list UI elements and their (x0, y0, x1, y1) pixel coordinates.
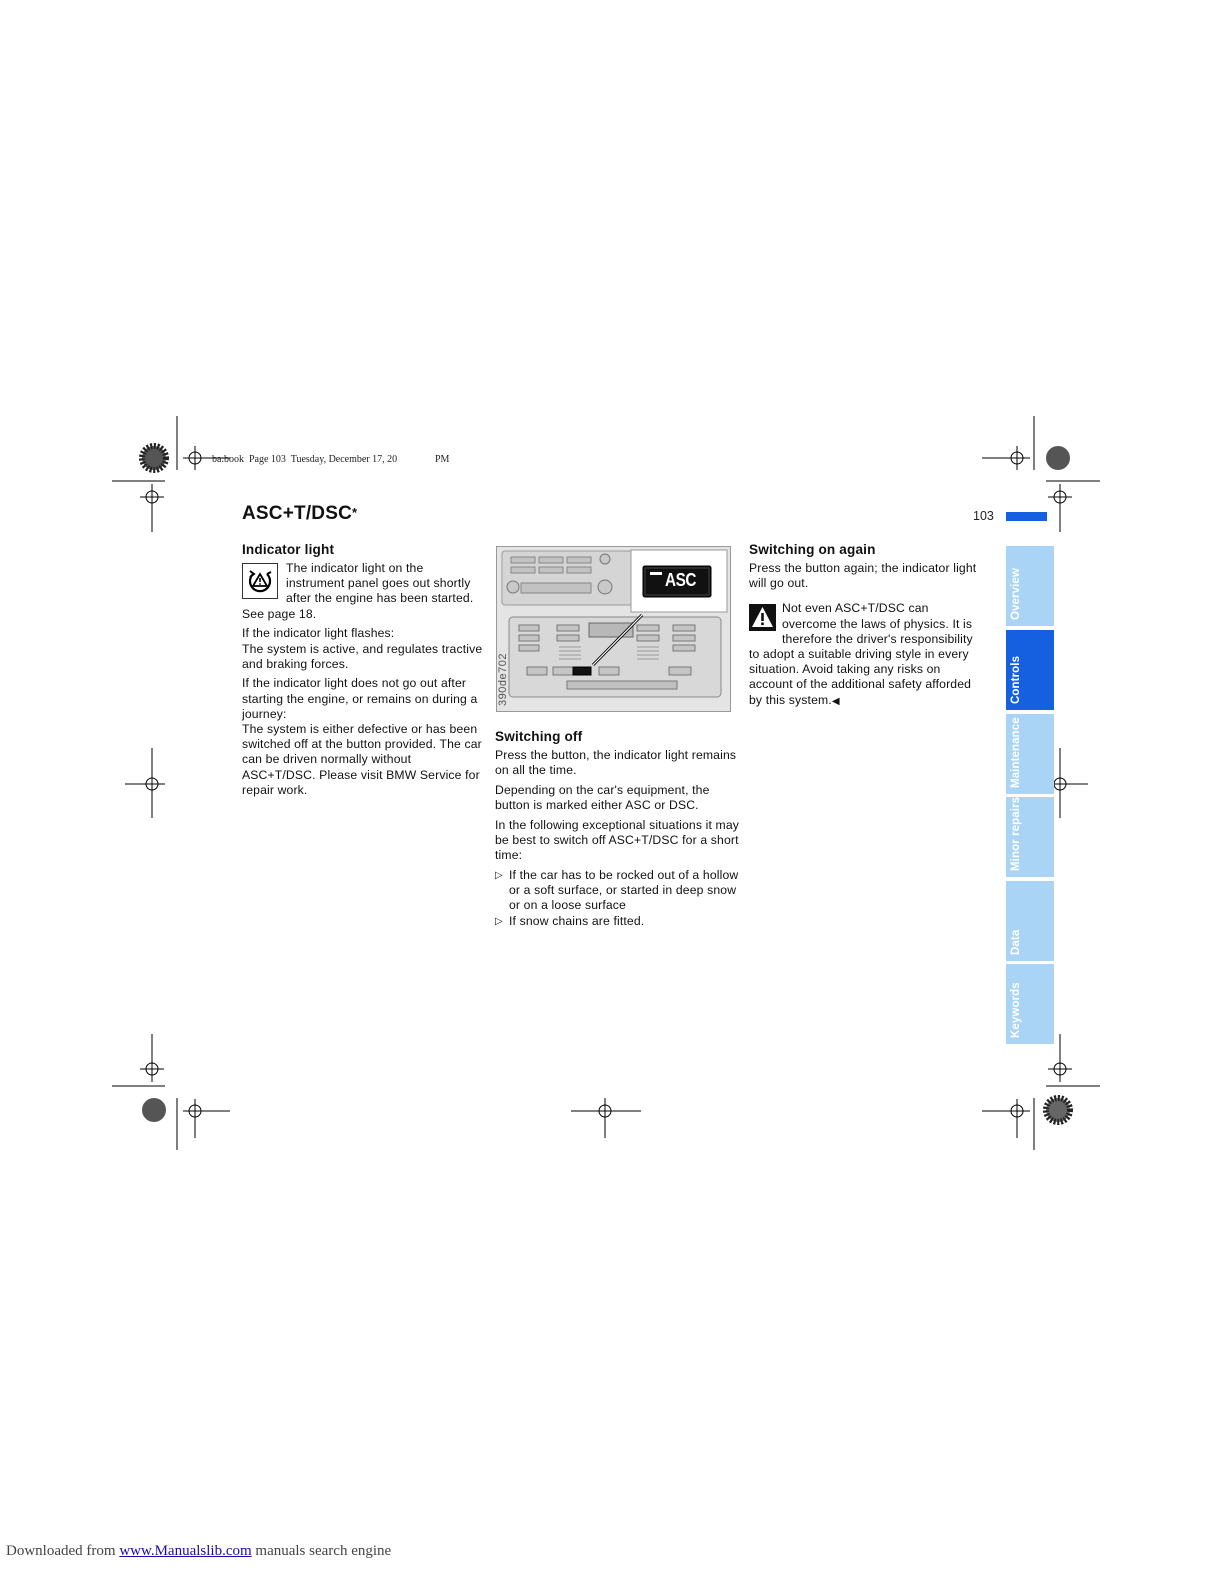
triangle-bullet-icon: ▷ (495, 869, 503, 881)
tab-keywords[interactable] (1006, 964, 1054, 1044)
indicator-light-flashes: If the indicator light flashes: The system is active, and regulates tractive and braking forces. (242, 626, 483, 671)
triangle-bullet-icon: ▷ (495, 915, 503, 927)
tab-label: Keywords (1010, 982, 1022, 1038)
safety-warning (749, 601, 984, 708)
page-number: 103 (973, 509, 994, 523)
list-item-text: If snow chains are fitted. (509, 913, 645, 928)
tab-maintenance[interactable] (1006, 714, 1054, 794)
safety-warning-text: Not even ASC+T/DSC can overcome the laws of physics. It is therefore the driver's responsibility to adopt a suitable driving style in every situation. Avoid taking any risks on account of the additional safety afforded by this system. (749, 601, 973, 707)
tab-label: Maintenance (1010, 717, 1022, 788)
download-footer (6, 1543, 391, 1560)
tab-overview[interactable] (1006, 546, 1054, 626)
situations-list (495, 868, 740, 929)
tab-label: Controls (1010, 655, 1022, 704)
switching-on-p1: Press the button again; the indicator light will go out. (749, 561, 977, 591)
title-text: ASC+T/DSC (242, 503, 353, 524)
header-time: PM (435, 454, 450, 465)
list-item (495, 914, 740, 929)
switching-off-section (495, 728, 740, 929)
footer-suffix: manuals search engine (255, 1543, 392, 1559)
switching-off-p3: In the following exceptional situations it may be best to switch off ASC+T/DSC for a short time: (495, 817, 740, 863)
header-file-info: ba.book Page 103 Tuesday, December 17, 20 (212, 454, 398, 465)
asc-indicator-icon (242, 563, 278, 599)
indicator-light-section (242, 541, 484, 803)
switching-on-heading: Switching on again (749, 542, 876, 557)
indicator-light-not-out: If the indicator light does not go out after starting the engine, or remains on during a journey: The system is either defective or has been switched off at the button provided. The car can be driven normally without ASC+T/DSC. Please visit BMW Service for repair work. (242, 676, 482, 797)
page-title (242, 503, 357, 525)
footer-prefix: Downloaded from (6, 1543, 116, 1559)
indicator-light-heading: Indicator light (242, 542, 335, 557)
tab-label: Minor repairs (1010, 797, 1022, 871)
warning-triangle-icon (749, 604, 776, 631)
figure-code: 390de702 (497, 653, 509, 706)
indicator-light-intro (242, 561, 484, 622)
manualslib-link[interactable]: www.Manualslib.com (119, 1543, 252, 1559)
switching-off-p2: Depending on the car's equipment, the button is marked either ASC or DSC. (495, 782, 710, 813)
asc-button-label: ASC (665, 570, 697, 590)
tab-controls[interactable] (1006, 630, 1054, 710)
page-number-bar (1006, 512, 1047, 521)
indicator-light-intro-text: The indicator light on the instrument panel goes out shortly after the engine has been started. See page 18. (242, 561, 474, 621)
switching-off-p1: Press the button, the indicator light remains on all the time. (495, 748, 737, 778)
switching-on-section (749, 541, 984, 713)
end-mark-icon: ◀ (831, 695, 840, 707)
switching-off-heading: Switching off (495, 729, 583, 744)
list-item-text: If the car has to be rocked out of a hollow or a soft surface, or started in deep snow or on a loose surface (509, 867, 739, 913)
tab-label: Data (1010, 929, 1022, 955)
tab-minor-repairs[interactable] (1006, 797, 1054, 877)
title-mark: * (352, 505, 358, 520)
tab-label: Overview (1010, 568, 1022, 620)
list-item (495, 868, 740, 914)
tab-data[interactable] (1006, 881, 1054, 961)
